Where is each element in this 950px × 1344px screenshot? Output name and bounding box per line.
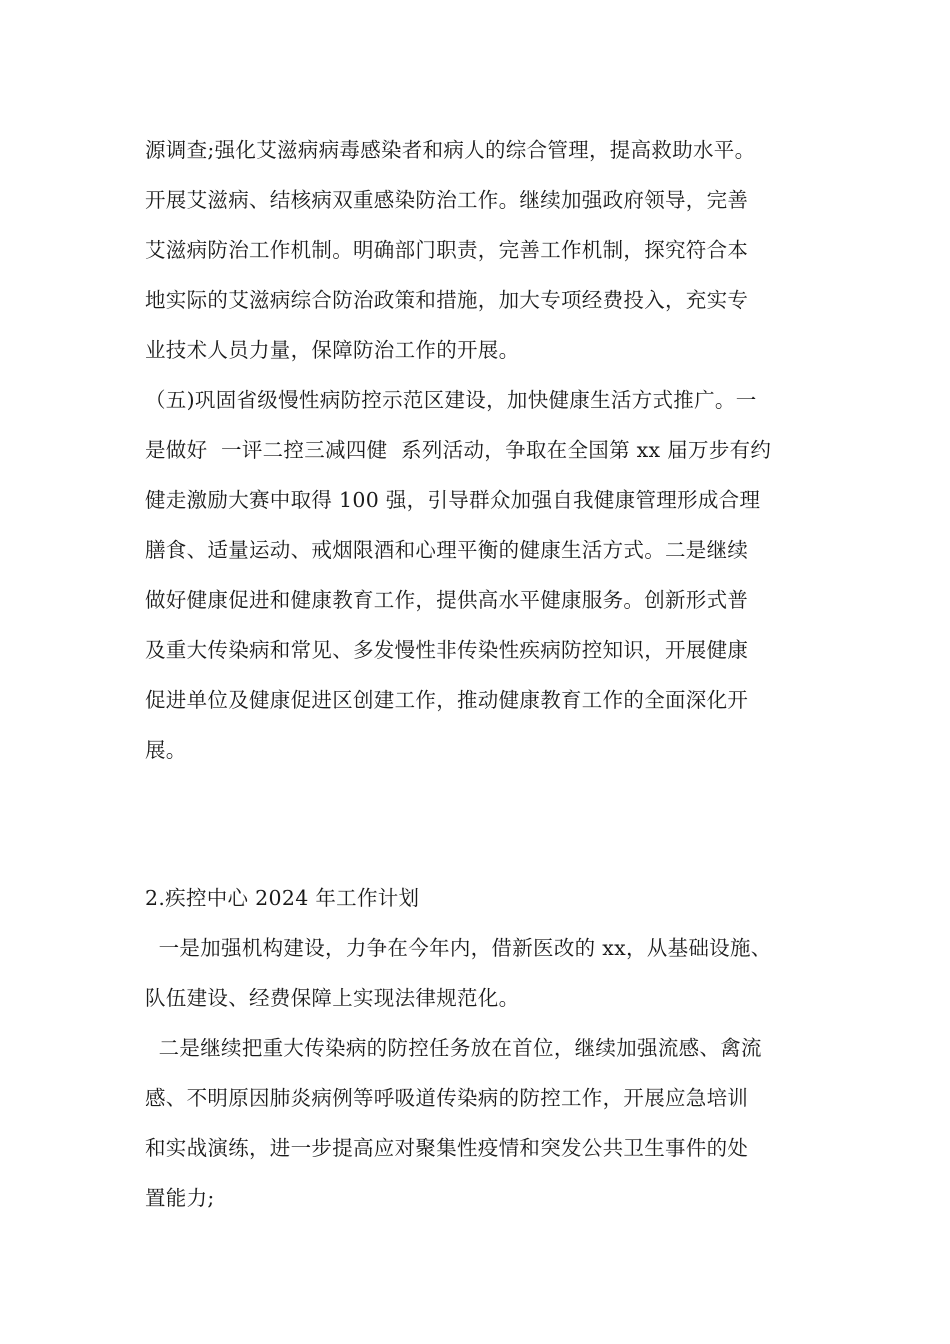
paragraph-line: 队伍建设、经费保障上实现法律规范化。 [145,986,520,1010]
paragraph-line: 业技术人员力量，保障防治工作的开展。 [145,338,520,362]
paragraph-line: 和实战演练，进一步提高应对聚集性疫情和突发公共卫生事件的处 [145,1136,749,1160]
paragraph-line: 一是加强机构建设，力争在今年内，借新医改的 xx，从基础设施、 [145,936,772,960]
paragraph-line: 膳食、适量运动、戒烟限酒和心理平衡的健康生活方式。二是继续 [145,538,749,562]
paragraph-line: 感、不明原因肺炎病例等呼吸道传染病的防控工作，开展应急培训 [145,1086,749,1110]
paragraph-line: 艾滋病防治工作机制。明确部门职责，完善工作机制，探究符合本 [145,238,749,262]
paragraph-line: 源调查;强化艾滋病病毒感染者和病人的综合管理，提高救助水平。 [145,138,756,162]
paragraph-line: 做好健康促进和健康教育工作，提供高水平健康服务。创新形式普 [145,588,749,612]
paragraph-line: 健走激励大赛中取得 100 强，引导群众加强自我健康管理形成合理 [145,488,761,512]
paragraph-line: 展。 [145,738,187,762]
paragraph-line: （五)巩固省级慢性病防控示范区建设，加快健康生活方式推广。一 [145,388,757,412]
paragraph-line: 地实际的艾滋病综合防治政策和措施，加大专项经费投入，充实专 [145,288,749,312]
paragraph-line: 及重大传染病和常见、多发慢性非传染性疾病防控知识，开展健康 [145,638,749,662]
section-heading: 2.疾控中心 2024 年工作计划 [145,886,420,910]
paragraph-line: 是做好 一评二控三减四健 系列活动，争取在全国第 xx 届万步有约 [145,438,772,462]
paragraph-line: 置能力; [145,1186,215,1210]
paragraph-line: 促进单位及健康促进区创建工作，推动健康教育工作的全面深化开 [145,688,749,712]
paragraph-line: 二是继续把重大传染病的防控任务放在首位，继续加强流感、禽流 [145,1036,762,1060]
paragraph-line: 开展艾滋病、结核病双重感染防治工作。继续加强政府领导，完善 [145,188,749,212]
